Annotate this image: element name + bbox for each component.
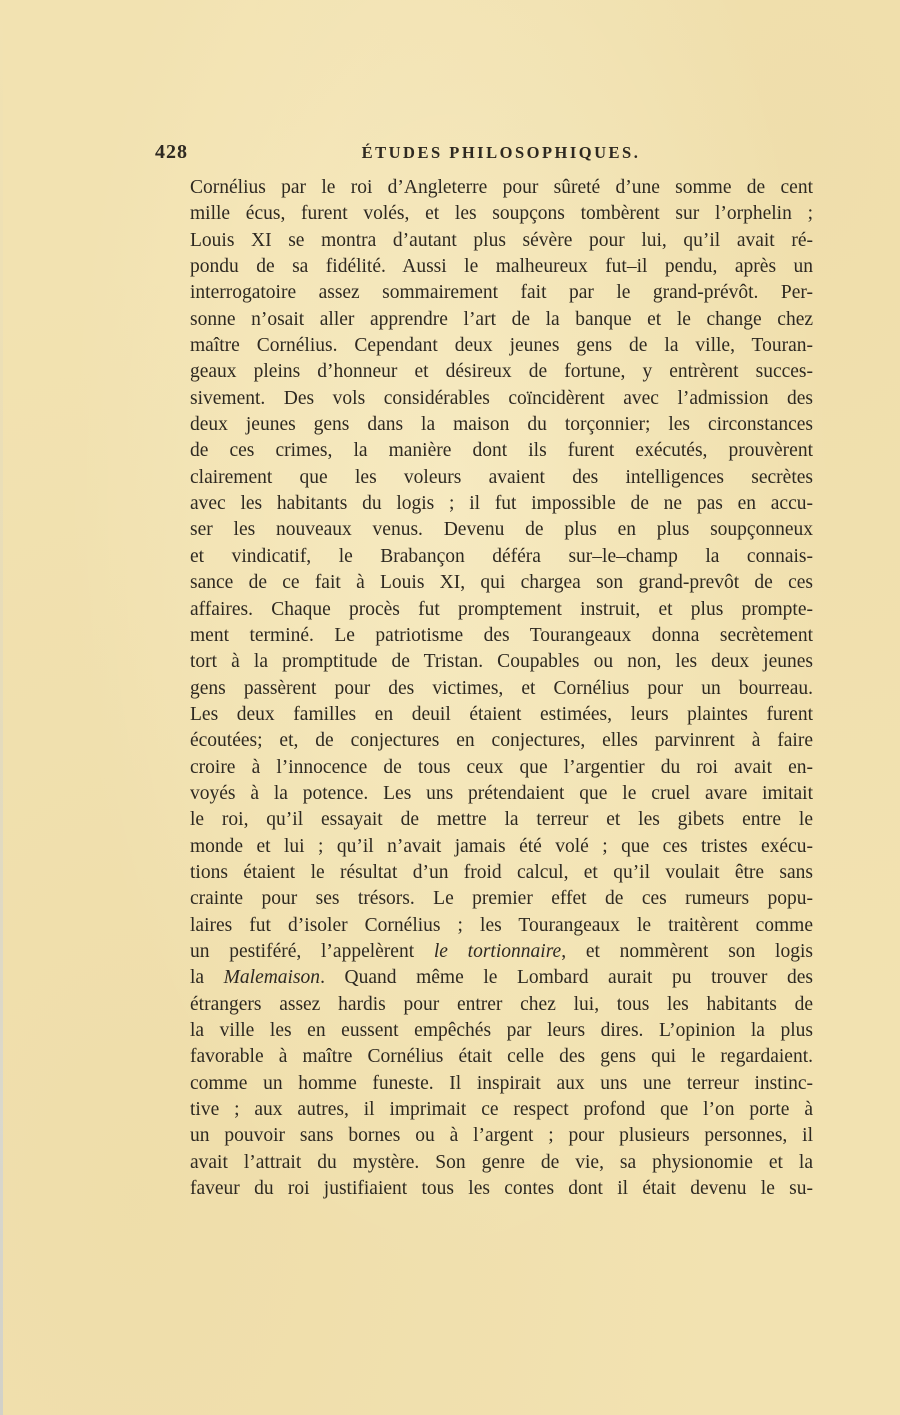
text-segment: , et nommèrent son logis <box>561 940 813 962</box>
text-line <box>190 307 813 333</box>
text-line <box>190 913 813 939</box>
text-line <box>190 807 813 833</box>
text-line <box>190 860 813 886</box>
text-line <box>190 491 813 517</box>
page-number: 428 <box>155 141 188 163</box>
text-segment: gens passèrent pour des victimes, et Cornélius pour un bourreau. <box>190 677 813 699</box>
text-line <box>190 834 813 860</box>
text-line <box>190 412 813 438</box>
text-segment: avec les habitants du logis ; il fut impossible de ne pas en accu- <box>190 493 813 515</box>
text-line <box>190 359 813 385</box>
text-segment: . Quand même le Lombard aurait pu trouver des <box>320 967 813 989</box>
text-segment: clairement que les voleurs avaient des intelligences secrètes <box>190 466 813 488</box>
text-line <box>190 570 813 596</box>
text-segment: ser les nouveaux venus. Devenu de plus en plus soupçonneux <box>190 519 813 541</box>
text-segment: sivement. Des vols considérables coïncidèrent avec l’admission des <box>190 387 813 409</box>
text-segment: mille écus, furent volés, et les soupçons tombèrent sur l’orphelin ; <box>190 203 813 225</box>
text-segment: laires fut d’isoler Cornélius ; les Tourangeaux le traitèrent comme <box>190 914 813 936</box>
text-line <box>190 517 813 543</box>
text-line <box>190 438 813 464</box>
running-title: ÉTUDES PHILOSOPHIQUES. <box>361 143 641 162</box>
text-line <box>190 1097 813 1123</box>
italic-text: le tortionnaire <box>433 940 562 962</box>
text-segment: maître Cornélius. Cependant deux jeunes gens de la ville, Touran- <box>190 335 813 357</box>
text-segment: faveur du roi justifiaient tous les contes dont il était devenu le su- <box>190 1178 813 1200</box>
text-segment: sance de ce fait à Louis XI, qui chargea son grand-prevôt de ces <box>190 572 813 594</box>
text-line <box>190 992 813 1018</box>
text-segment: Louis XI se montra d’autant plus sévère pour lui, qu’il avait ré- <box>190 229 813 251</box>
text-line <box>190 1071 813 1097</box>
text-segment: favorable à maître Cornélius était celle des gens qui le regardaient. <box>190 1046 813 1068</box>
text-line <box>190 1150 813 1176</box>
text-segment: tort à la promptitude de Tristan. Coupables ou non, les deux jeunes <box>190 651 813 673</box>
text-segment: tions étaient le résultat d’un froid calcul, et qu’il voulait être sans <box>190 861 813 883</box>
text-segment: étrangers assez hardis pour entrer chez lui, tous les habitants de <box>190 993 813 1015</box>
text-line <box>190 280 813 306</box>
text-line <box>190 623 813 649</box>
scan-edge <box>0 0 3 1415</box>
text-segment: de ces crimes, la manière dont ils furent exécutés, prouvèrent <box>190 440 813 462</box>
text-segment: tive ; aux autres, il imprimait ce respect profond que l’on porte à <box>190 1099 813 1121</box>
text-segment: geaux pleins d’honneur et désireux de fortune, y entrèrent succes- <box>190 361 813 383</box>
text-line <box>190 1044 813 1070</box>
text-segment: comme un homme funeste. Il inspirait aux uns une terreur instinc- <box>190 1072 813 1094</box>
text-line <box>190 228 813 254</box>
text-segment: voyés à la potence. Les uns prétendaient que le cruel avare imitait <box>190 782 813 804</box>
text-line <box>190 886 813 912</box>
text-line <box>190 1123 813 1149</box>
text-line <box>190 254 813 280</box>
text-line <box>190 649 813 675</box>
body-text <box>190 175 813 1202</box>
text-line <box>190 175 813 201</box>
text-segment: le roi, qu’il essayait de mettre la terreur et les gibets entre le <box>190 809 813 831</box>
text-line <box>190 386 813 412</box>
text-segment: sonne n’osait aller apprendre l’art de la banque et le change chez <box>190 308 813 330</box>
text-line <box>190 755 813 781</box>
text-segment: un pouvoir sans bornes ou à l’argent ; pour plusieurs personnes, il <box>190 1125 813 1147</box>
text-line <box>190 1176 813 1202</box>
text-line <box>190 465 813 491</box>
text-line <box>190 781 813 807</box>
text-line <box>190 939 813 965</box>
text-line <box>190 201 813 227</box>
text-segment: Cornélius par le roi d’Angleterre pour sûreté d’une somme de cent <box>190 177 813 198</box>
text-line <box>190 544 813 570</box>
text-segment: croire à l’innocence de tous ceux que l’argentier du roi avait en- <box>190 756 813 778</box>
text-segment: Les deux familles en deuil étaient estimées, leurs plaintes furent <box>190 703 813 725</box>
text-line <box>190 1018 813 1044</box>
text-line <box>190 702 813 728</box>
text-segment: interrogatoire assez sommairement fait par le grand-prévôt. Per- <box>190 282 813 304</box>
text-segment: deux jeunes gens dans la maison du torçonnier; les circonstances <box>190 414 813 436</box>
text-line <box>190 965 813 991</box>
text-segment: crainte pour ses trésors. Le premier effet de ces rumeurs popu- <box>190 888 813 910</box>
text-segment: écoutées; et, de conjectures en conjectures, elles parvinrent à faire <box>190 730 813 752</box>
page-header <box>155 141 812 167</box>
text-segment: un pestiféré, l’appelèrent <box>190 940 434 962</box>
text-line <box>190 728 813 754</box>
text-segment: avait l’attrait du mystère. Son genre de vie, sa physionomie et la <box>190 1151 813 1173</box>
text-segment: affaires. Chaque procès fut promptement instruit, et plus prompte- <box>190 598 813 620</box>
text-segment: la ville les en eussent empêchés par leurs dires. L’opinion la plus <box>190 1020 813 1041</box>
text-segment: pondu de sa fidélité. Aussi le malheureux fut–il pendu, après un <box>190 256 813 278</box>
text-line <box>190 676 813 702</box>
text-segment: et vindicatif, le Brabançon déféra sur–le–champ la connais- <box>190 545 813 567</box>
italic-text: Malemaison <box>223 967 321 989</box>
text-segment: la <box>190 967 224 989</box>
text-line <box>190 597 813 623</box>
text-segment: monde et lui ; qu’il n’avait jamais été volé ; que ces tristes exécu- <box>190 835 813 857</box>
text-segment: ment terminé. Le patriotisme des Tourangeaux donna secrètement <box>190 624 813 646</box>
text-line <box>190 333 813 359</box>
